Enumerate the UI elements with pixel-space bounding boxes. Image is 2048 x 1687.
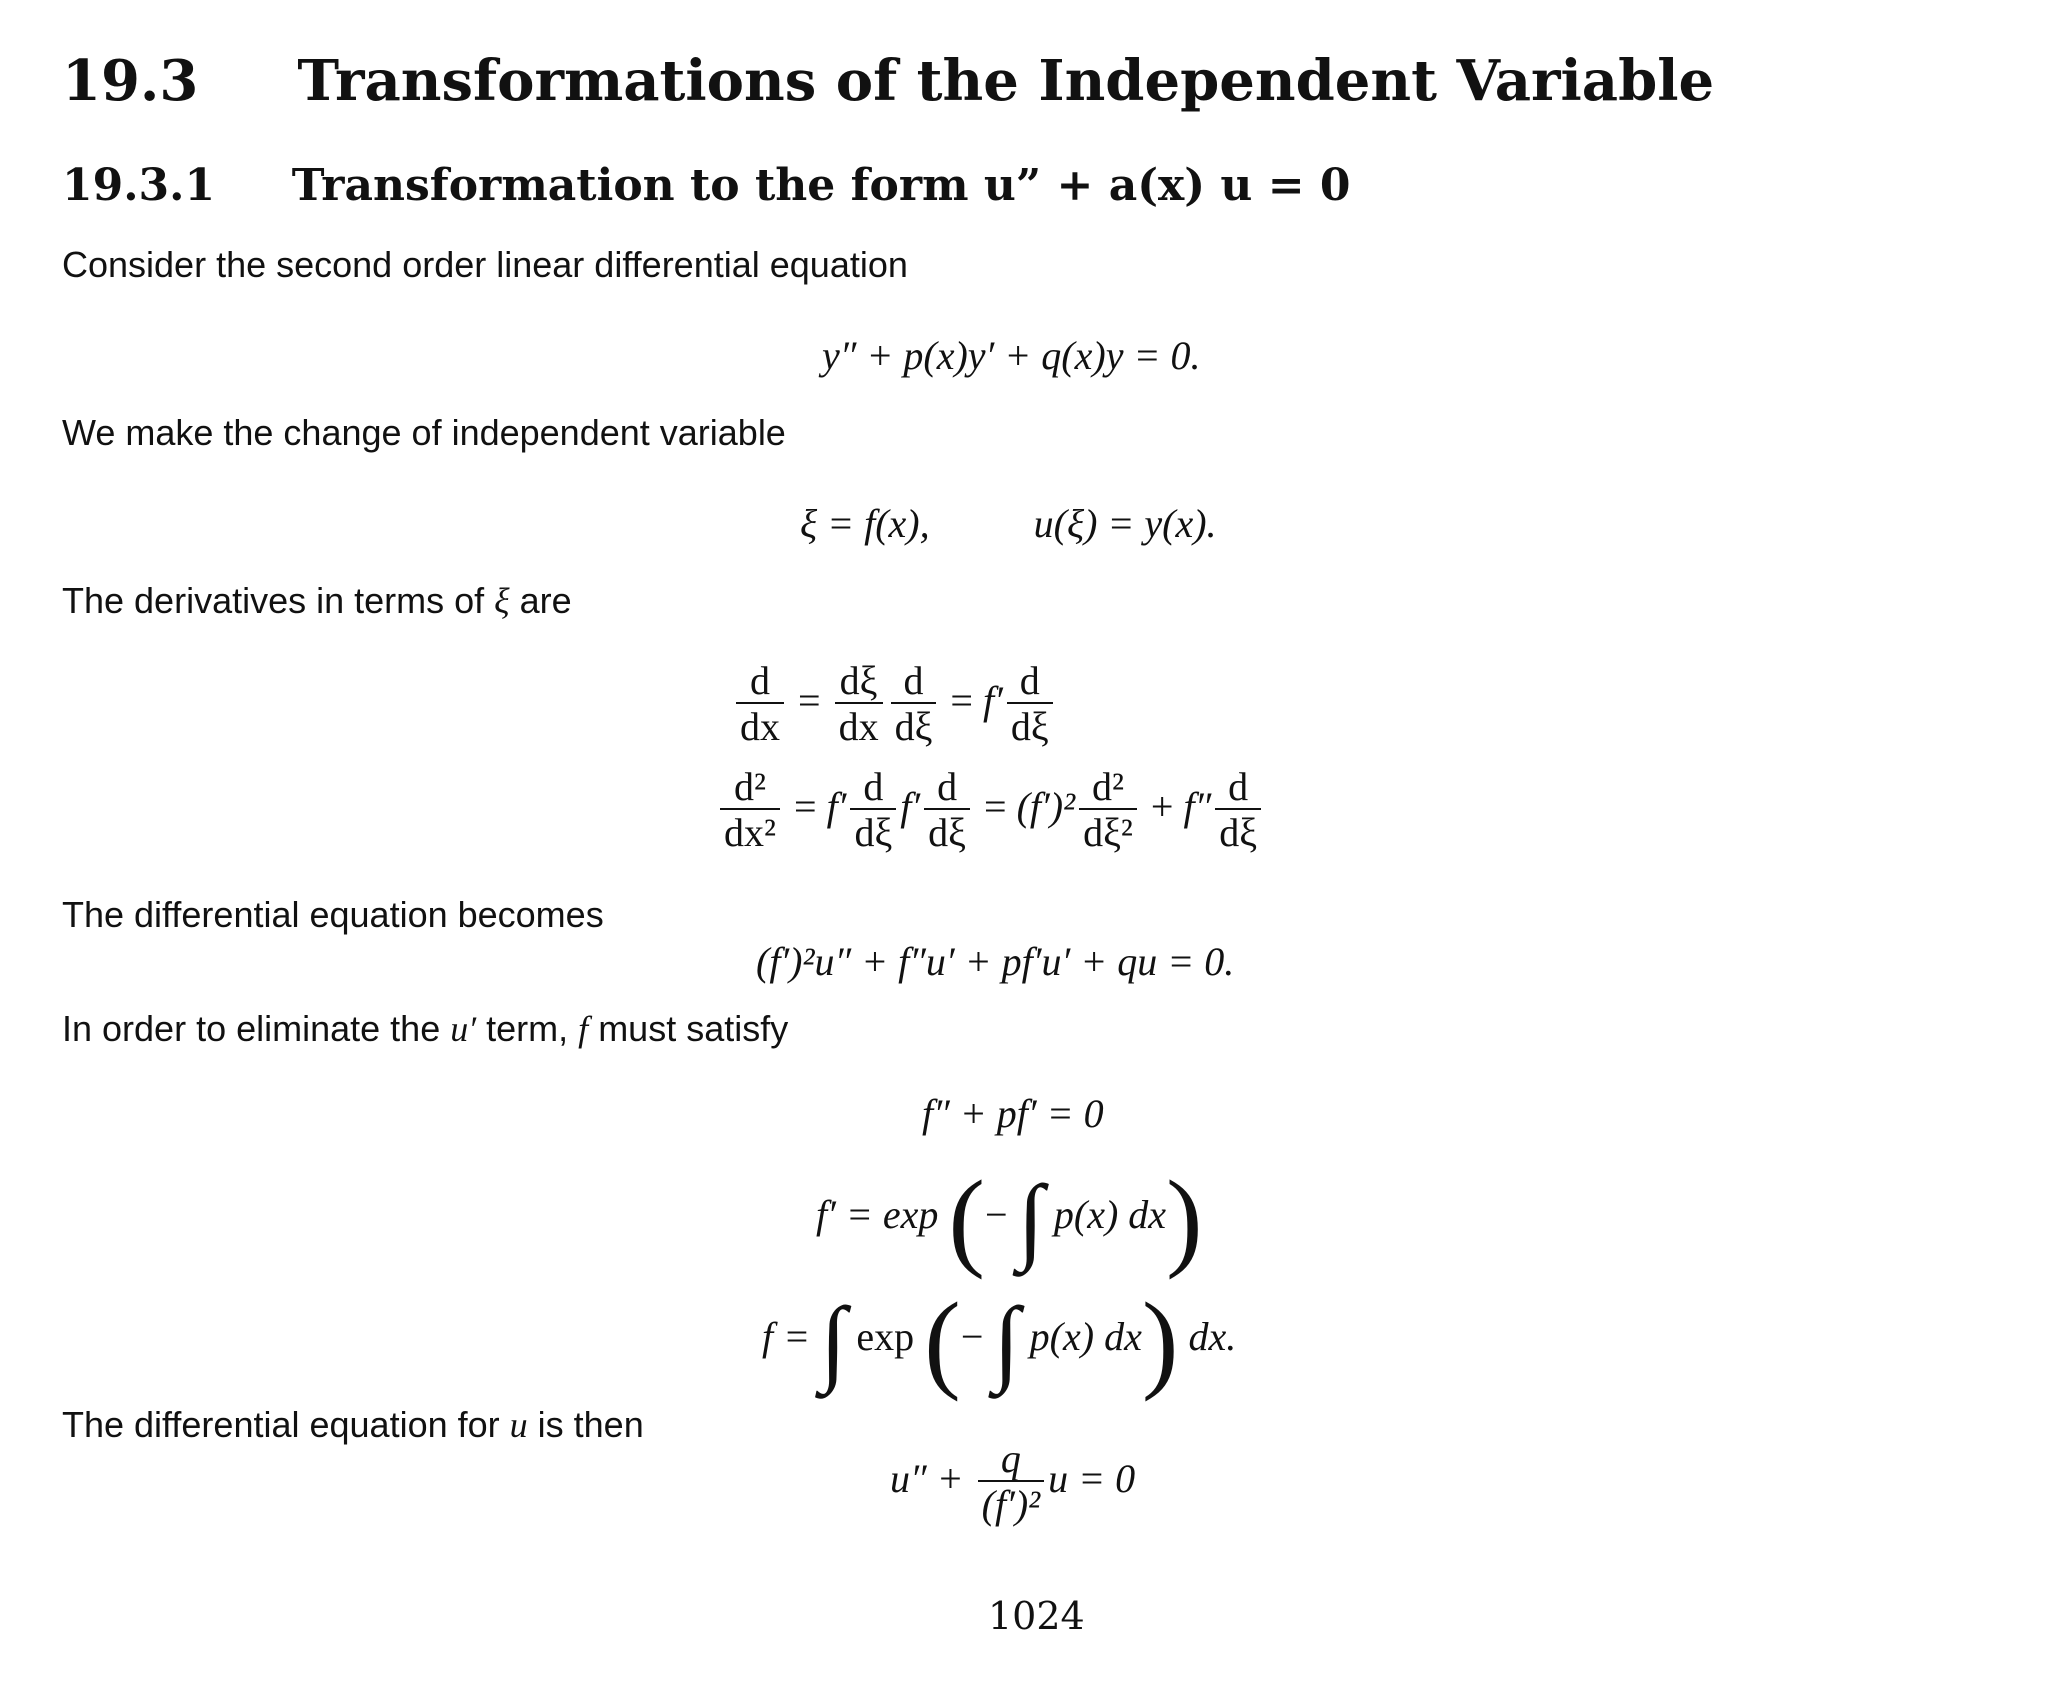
equation-ode: y″ + p(x)y′ + q(x)y = 0.: [822, 333, 1201, 378]
d2-den: dx²: [720, 808, 780, 856]
subsection-title: Transformation to the form u” + a(x) u = 0: [291, 160, 1351, 211]
paragraph-then: [62, 1404, 644, 1446]
f-lhs: f =: [762, 1314, 811, 1359]
paragraph-derivatives: [62, 580, 572, 622]
p5-var-uprime: u′: [450, 1009, 477, 1049]
final-den: (f′)²: [978, 1480, 1045, 1528]
p6-text-b: is then: [537, 1404, 644, 1445]
change-left: ξ = f(x),: [800, 501, 930, 546]
d2-fprime-squared: (f′)²: [1016, 784, 1076, 830]
d2-fprime2: f′: [900, 784, 921, 830]
d2-d3: dξ²: [1079, 808, 1137, 856]
p3-text-a: The derivatives in terms of: [62, 580, 485, 621]
d1-num: d: [750, 658, 770, 703]
d1-d3: dξ: [891, 702, 937, 750]
fprime-integrand: p(x) dx: [1053, 1192, 1167, 1237]
subsection-heading: [62, 160, 1351, 211]
paragraph-becomes: The differential equation becomes: [62, 894, 604, 935]
f-tail: dx.: [1188, 1314, 1237, 1359]
change-right: u(ξ) = y(x).: [1033, 501, 1217, 546]
outer-integral-sign: ∫: [820, 1286, 847, 1394]
p6-var-u: u: [509, 1405, 528, 1445]
equation-final: [890, 1438, 1135, 1528]
d2-fprime1: f′: [826, 784, 847, 830]
integral-sign: ∫: [1017, 1164, 1044, 1272]
f-exp: exp: [856, 1314, 915, 1359]
d2-n1: d: [863, 764, 884, 809]
right-paren: ): [1166, 1157, 1203, 1280]
d1-n4: d: [1019, 658, 1040, 703]
p5-var-f: f: [578, 1009, 589, 1049]
paragraph-intro: Consider the second order linear differential equation: [62, 244, 908, 285]
p6-text-a: The differential equation for: [62, 1404, 500, 1445]
d2-n3: d²: [1091, 764, 1124, 809]
d1-n3: d: [903, 658, 924, 703]
d1-eq: =: [798, 678, 821, 724]
p3-text-b: are: [519, 580, 572, 621]
d2-fdoubleprime: f″: [1183, 784, 1212, 830]
right-paren: ): [1141, 1279, 1179, 1402]
p5-text-a: In order to eliminate the: [62, 1008, 441, 1049]
section-title: Transformations of the Independent Variable: [297, 48, 1715, 114]
p5-text-c: must satisfy: [598, 1008, 789, 1049]
f-integrand: p(x) dx: [1029, 1314, 1142, 1359]
paragraph-change-variable: We make the change of independent variable: [62, 412, 786, 453]
paragraph-eliminate: [62, 1008, 788, 1050]
f-minus: −: [960, 1314, 984, 1359]
inner-integral-sign: ∫: [993, 1286, 1020, 1394]
d2-d4: dξ: [1215, 808, 1261, 856]
equation-condition: f″ + pf′ = 0: [922, 1091, 1104, 1136]
d1-d2: dx: [835, 702, 883, 750]
p3-var-xi: ξ: [494, 581, 510, 621]
section-heading: [62, 48, 1714, 114]
equation-second-derivative: [716, 766, 1265, 856]
equation-first-derivative: [732, 660, 1057, 750]
page-number: 1024: [988, 1594, 1085, 1638]
d1-fprime: f′: [982, 678, 1003, 724]
final-rhs: u = 0: [1048, 1456, 1136, 1502]
d2-d2: dξ: [924, 808, 970, 856]
left-paren: (: [924, 1279, 961, 1402]
d2-d1: dξ: [850, 808, 896, 856]
section-number: 19.3: [62, 48, 199, 114]
d2-eq2: =: [984, 784, 1007, 830]
fprime-lhs: f′ = exp: [816, 1192, 939, 1237]
equation-transformed: (f′)²u″ + f″u′ + pf′u′ + qu = 0.: [756, 939, 1235, 984]
d1-n2: dξ: [839, 658, 878, 703]
d1-d4: dξ: [1007, 702, 1053, 750]
d2-n4: d: [1228, 764, 1249, 809]
p5-text-b: term,: [486, 1008, 569, 1049]
d2-n2: d: [937, 764, 958, 809]
d2-eq: =: [794, 784, 817, 830]
equation-fprime: [816, 1157, 1203, 1280]
equation-f: [762, 1279, 1237, 1402]
d1-eq2: =: [950, 678, 973, 724]
fprime-minus: −: [985, 1192, 1008, 1237]
d2-plus: +: [1150, 784, 1174, 830]
left-paren: (: [948, 1157, 986, 1280]
final-num: q: [1000, 1436, 1021, 1481]
subsection-number: 19.3.1: [62, 160, 216, 211]
equation-change-variable: [800, 500, 1217, 547]
d2-num: d²: [734, 764, 766, 809]
final-lhs: u″ +: [890, 1456, 964, 1502]
d1-den: dx: [736, 702, 784, 750]
